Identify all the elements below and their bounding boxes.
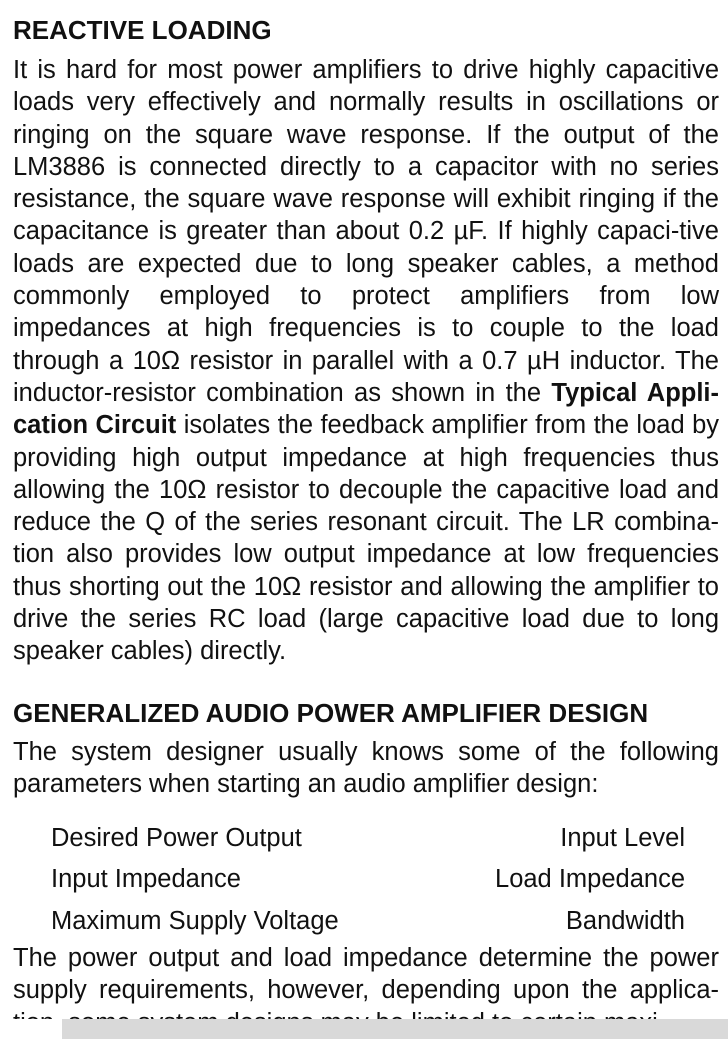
parameter-row (51, 901, 685, 942)
parameter-row (51, 859, 685, 900)
paragraph-reactive-loading (13, 54, 719, 668)
paragraph-power-output: The power output and load impedance determine the power supply requirements, however, depending upon the applica- (13, 944, 719, 1005)
parameter-item: Input Level (560, 824, 685, 852)
scrollbar-thumb[interactable] (0, 1019, 62, 1039)
scrollbar-track[interactable] (62, 1019, 728, 1039)
parameter-item: Maximum Supply Voltage (51, 906, 339, 935)
parameter-list (51, 818, 685, 942)
heading-reactive-loading: REACTIVE LOADING (13, 15, 272, 45)
parameter-item: Input Impedance (51, 865, 241, 894)
heading-generalized-design: GENERALIZED AUDIO POWER AMPLIFIER DESIGN (13, 698, 649, 728)
parameter-item: Bandwidth (565, 906, 685, 935)
parameter-item: Desired Power Output (51, 824, 302, 852)
horizontal-scrollbar[interactable] (0, 1019, 728, 1039)
parameter-row (51, 818, 685, 859)
typical-application-circuit-ref: Typical Appli-cation Circuit (13, 378, 720, 440)
parameter-item: Load Impedance (495, 865, 685, 894)
paragraph-text-b: isolates the feedback amplifier from the load by providing high output impedance at high frequencies thus allowing the 10Ω resistor to decouple the capacitive load and reduce the Q of the series resonant circuit. The LR combina-tion also provides low output impedance at low frequencies thus shorting out the 10Ω resistor and allowing the amplifier to drive the series RC load (large capacitive load due to long speaker cables) directly. (13, 411, 719, 666)
paragraph-design-intro: The system designer usually knows some of the following parameters when starting an audio amplifier design: (13, 738, 719, 799)
paragraph-text-a: It is hard for most power amplifiers to drive highly capacitive loads very effectively and normally results in oscillations or ringing on the square wave response. If the output of the LM3886 is connected directly to a capacitor with no series resistance, the square wave response will exhibit ringing if the capacitance is greater than about 0.2 µF. If highly capaci-tive loads are expected due to long speaker cables, a method commonly employed to protect amplifiers from low impedances at high frequencies is to couple to the load through a 10Ω resistor in parallel with a 0.7 µH inductor. The inductor-resistor combination as shown in the (13, 56, 719, 407)
